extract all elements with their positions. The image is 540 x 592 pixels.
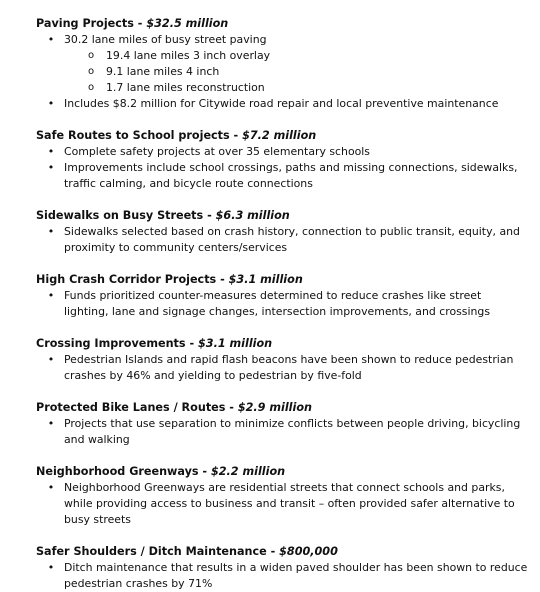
- list-item: [36, 480, 528, 528]
- list-item: [36, 96, 528, 112]
- section-title: Crossing Improvements -: [36, 337, 198, 350]
- sub-list-item-text: 1.7 lane miles reconstruction: [106, 81, 265, 94]
- list-item-text: 30.2 lane miles of busy street paving: [64, 33, 267, 46]
- bullet-list: [36, 224, 528, 256]
- sub-list-item: [36, 64, 528, 80]
- section-protected-bike-lanes: [36, 400, 528, 448]
- list-item-text: Complete safety projects at over 35 elementary schools: [64, 145, 370, 158]
- section-amount: $7.2 million: [242, 129, 317, 142]
- bullet-icon: •: [47, 289, 55, 302]
- bullet-list: [36, 560, 528, 592]
- section-heading: [36, 544, 528, 560]
- list-item: [36, 224, 528, 256]
- section-paving-projects: [36, 16, 528, 112]
- section-amount: $6.3 million: [215, 209, 290, 222]
- section-amount: $2.9 million: [237, 401, 313, 414]
- list-item: [36, 352, 528, 384]
- section-heading: [36, 16, 528, 32]
- section-amount: $32.5 million: [146, 17, 229, 30]
- bullet-list: [36, 352, 528, 384]
- bullet-icon: •: [47, 161, 55, 174]
- list-item: [36, 560, 528, 592]
- circle-bullet-icon: o: [88, 82, 95, 93]
- bullet-icon: •: [47, 33, 55, 46]
- section-heading: [36, 272, 528, 288]
- bullet-icon: •: [47, 225, 55, 238]
- list-item-text: Projects that use separation to minimize conflicts between people driving, bicycling and walking: [64, 417, 521, 446]
- list-item-text: Sidewalks selected based on crash history, connection to public transit, equity, and proximity to community centers/services: [64, 225, 520, 254]
- sub-list-item-text: 9.1 lane miles 4 inch: [106, 65, 220, 78]
- section-sidewalks-on-busy-streets: [36, 208, 528, 256]
- list-item: [36, 160, 528, 192]
- bullet-list: [36, 144, 528, 192]
- list-item-text: Neighborhood Greenways are residential streets that connect schools and parks, while providing access to business and transit – often provided safer alternative to busy streets: [64, 481, 515, 526]
- section-title: Paving Projects -: [36, 17, 147, 30]
- bullet-icon: •: [47, 97, 55, 110]
- sub-list-item: [36, 48, 528, 64]
- bullet-list: [36, 416, 528, 448]
- bullet-icon: •: [47, 417, 55, 430]
- list-item-text: Includes $8.2 million for Citywide road repair and local preventive maintenance: [64, 97, 499, 110]
- section-title: Safer Shoulders / Ditch Maintenance -: [36, 545, 280, 558]
- section-neighborhood-greenways: [36, 464, 528, 528]
- list-item: [36, 288, 528, 320]
- sub-list: [64, 48, 528, 96]
- circle-bullet-icon: o: [88, 66, 95, 77]
- sub-list-item-text: 19.4 lane miles 3 inch overlay: [106, 49, 271, 62]
- section-heading: [36, 128, 528, 144]
- list-item-text: Funds prioritized counter-measures determined to reduce crashes like street lighting, lane and signage changes, intersection improvements, and crossings: [64, 289, 490, 318]
- list-item-text: Pedestrian Islands and rapid flash beacons have been shown to reduce pedestrian crashes by 46% and yielding to pedestrian by five-fold: [64, 353, 514, 382]
- list-item: [36, 32, 528, 96]
- section-title: Safe Routes to School projects -: [36, 129, 243, 142]
- section-crossing-improvements: [36, 336, 528, 384]
- section-title: High Crash Corridor Projects -: [36, 273, 229, 286]
- bullet-icon: •: [47, 353, 55, 366]
- section-safe-routes-to-school: [36, 128, 528, 192]
- list-item-text: Improvements include school crossings, paths and missing connections, sidewalks, traffic calming, and bicycle route connections: [64, 161, 518, 190]
- section-amount: $800,000: [279, 545, 338, 558]
- section-amount: $2.2 million: [210, 465, 286, 478]
- list-item: [36, 416, 528, 448]
- list-item: [36, 144, 528, 160]
- section-high-crash-corridor-projects: [36, 272, 528, 320]
- section-title: Neighborhood Greenways -: [36, 465, 211, 478]
- section-heading: [36, 336, 528, 352]
- bullet-list: [36, 480, 528, 528]
- section-title: Protected Bike Lanes / Routes -: [36, 401, 238, 414]
- section-amount: $3.1 million: [198, 337, 273, 350]
- bullet-list: [36, 32, 528, 112]
- list-item-text: Ditch maintenance that results in a widen paved shoulder has been shown to reduce pedestrian crashes by 71%: [64, 561, 528, 590]
- section-title: Sidewalks on Busy Streets -: [36, 209, 216, 222]
- bullet-icon: •: [47, 561, 55, 574]
- bullet-list: [36, 288, 528, 320]
- sub-list-item: [36, 80, 528, 96]
- section-amount: $3.1 million: [228, 273, 303, 286]
- section-heading: [36, 208, 528, 224]
- circle-bullet-icon: o: [88, 50, 95, 61]
- section-safer-shoulders: [36, 544, 528, 592]
- section-heading: [36, 464, 528, 480]
- bullet-icon: •: [47, 145, 55, 158]
- section-heading: [36, 400, 528, 416]
- bullet-icon: •: [47, 481, 55, 494]
